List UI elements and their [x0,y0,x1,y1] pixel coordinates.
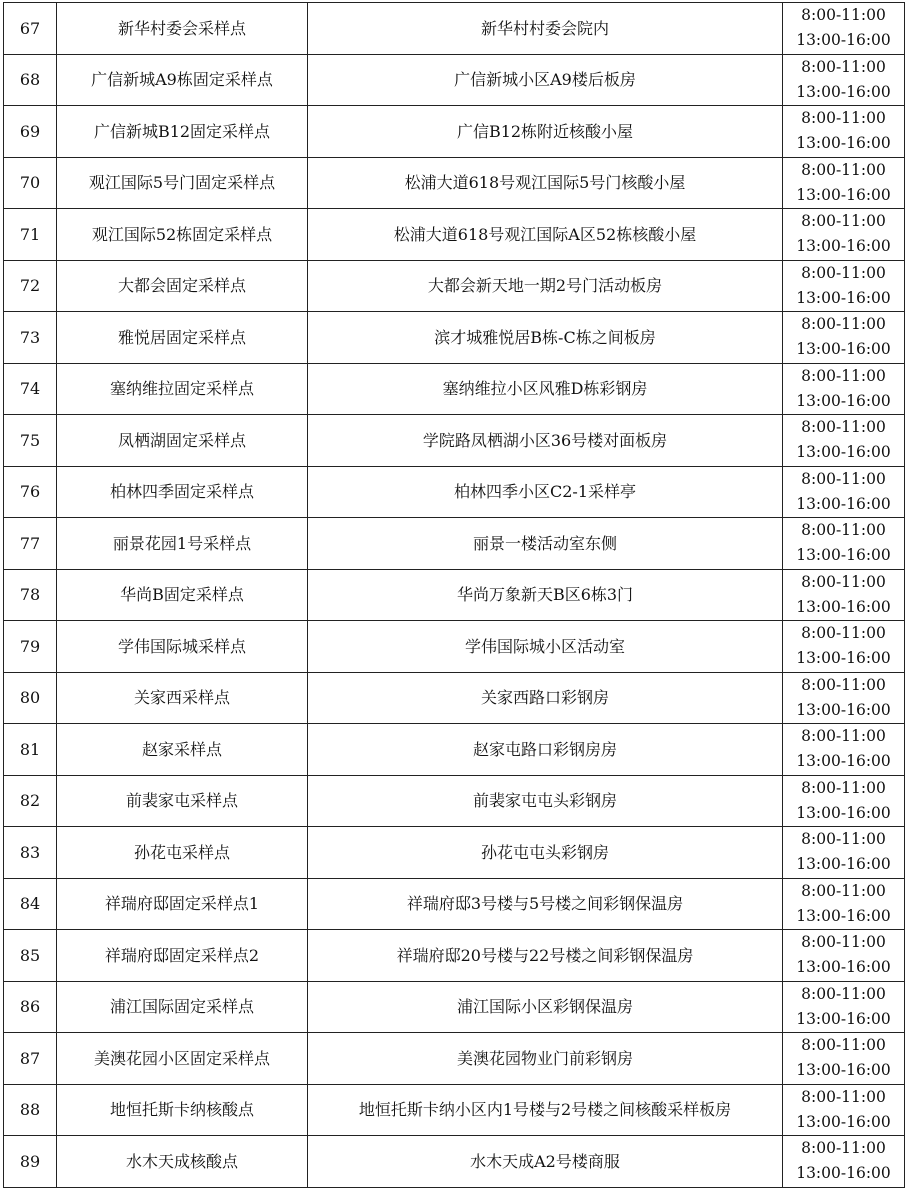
service-hours [783,569,905,621]
table-row [4,54,905,106]
morning-hours: 8:00-11:00 [801,1139,886,1158]
afternoon-hours: 13:00-16:00 [796,906,891,925]
site-name: 关家西采样点 [57,672,308,724]
morning-hours: 8:00-11:00 [801,521,886,540]
row-number: 88 [4,1084,57,1136]
morning-hours: 8:00-11:00 [801,160,886,179]
table-row [4,569,905,621]
row-number: 73 [4,312,57,364]
morning-hours: 8:00-11:00 [801,263,886,282]
service-hours [783,878,905,930]
site-name: 新华村委会采样点 [57,3,308,55]
sampling-points-table [3,2,905,1188]
row-number: 70 [4,157,57,209]
afternoon-hours: 13:00-16:00 [796,700,891,719]
row-number: 85 [4,930,57,982]
site-address: 地恒托斯卡纳小区内1号楼与2号楼之间核酸采样板房 [308,1084,783,1136]
morning-hours: 8:00-11:00 [801,469,886,488]
afternoon-hours: 13:00-16:00 [796,1112,891,1131]
service-hours [783,312,905,364]
table-row [4,981,905,1033]
service-hours [783,363,905,415]
row-number: 74 [4,363,57,415]
site-name: 塞纳维拉固定采样点 [57,363,308,415]
site-name: 前裴家屯采样点 [57,775,308,827]
service-hours [783,1084,905,1136]
row-number: 71 [4,209,57,261]
morning-hours: 8:00-11:00 [801,624,886,643]
afternoon-hours: 13:00-16:00 [796,288,891,307]
afternoon-hours: 13:00-16:00 [796,185,891,204]
row-number: 67 [4,3,57,55]
site-name: 浦江国际固定采样点 [57,981,308,1033]
row-number: 89 [4,1136,57,1188]
afternoon-hours: 13:00-16:00 [796,855,891,874]
afternoon-hours: 13:00-16:00 [796,1061,891,1080]
service-hours [783,54,905,106]
morning-hours: 8:00-11:00 [801,933,886,952]
table-row [4,621,905,673]
service-hours [783,930,905,982]
afternoon-hours: 13:00-16:00 [796,134,891,153]
service-hours [783,106,905,158]
site-address: 关家西路口彩钢房 [308,672,783,724]
table-body [4,3,905,1188]
afternoon-hours: 13:00-16:00 [796,546,891,565]
table-row [4,930,905,982]
service-hours [783,1033,905,1085]
row-number: 68 [4,54,57,106]
site-name: 水木天成核酸点 [57,1136,308,1188]
site-address: 浦江国际小区彩钢保温房 [308,981,783,1033]
table-row [4,672,905,724]
table-row [4,466,905,518]
service-hours [783,827,905,879]
row-number: 69 [4,106,57,158]
site-name: 华尚B固定采样点 [57,569,308,621]
table-row [4,775,905,827]
site-address: 大都会新天地一期2号门活动板房 [308,260,783,312]
site-address: 学伟国际城小区活动室 [308,621,783,673]
morning-hours: 8:00-11:00 [801,212,886,231]
site-address: 学院路凤栖湖小区36号楼对面板房 [308,415,783,467]
site-name: 丽景花园1号采样点 [57,518,308,570]
site-name: 观江国际5号门固定采样点 [57,157,308,209]
site-address: 松浦大道618号观江国际5号门核酸小屋 [308,157,783,209]
site-name: 大都会固定采样点 [57,260,308,312]
service-hours [783,672,905,724]
site-address: 祥瑞府邸3号楼与5号楼之间彩钢保温房 [308,878,783,930]
morning-hours: 8:00-11:00 [801,315,886,334]
site-address: 赵家屯路口彩钢房房 [308,724,783,776]
table-row [4,724,905,776]
site-address: 美澳花园物业门前彩钢房 [308,1033,783,1085]
afternoon-hours: 13:00-16:00 [796,340,891,359]
site-address: 水木天成A2号楼商服 [308,1136,783,1188]
morning-hours: 8:00-11:00 [801,572,886,591]
table-row [4,1033,905,1085]
site-address: 祥瑞府邸20号楼与22号楼之间彩钢保温房 [308,930,783,982]
table-row [4,260,905,312]
site-name: 赵家采样点 [57,724,308,776]
table-row [4,363,905,415]
morning-hours: 8:00-11:00 [801,881,886,900]
table-row [4,518,905,570]
afternoon-hours: 13:00-16:00 [796,649,891,668]
site-name: 雅悦居固定采样点 [57,312,308,364]
morning-hours: 8:00-11:00 [801,57,886,76]
site-name: 广信新城B12固定采样点 [57,106,308,158]
morning-hours: 8:00-11:00 [801,366,886,385]
row-number: 82 [4,775,57,827]
table-row [4,3,905,55]
morning-hours: 8:00-11:00 [801,675,886,694]
site-name: 学伟国际城采样点 [57,621,308,673]
morning-hours: 8:00-11:00 [801,727,886,746]
morning-hours: 8:00-11:00 [801,109,886,128]
site-name: 地恒托斯卡纳核酸点 [57,1084,308,1136]
afternoon-hours: 13:00-16:00 [796,31,891,50]
service-hours [783,724,905,776]
service-hours [783,415,905,467]
site-name: 孙花屯采样点 [57,827,308,879]
row-number: 78 [4,569,57,621]
row-number: 72 [4,260,57,312]
site-address: 广信新城小区A9楼后板房 [308,54,783,106]
site-name: 祥瑞府邸固定采样点1 [57,878,308,930]
afternoon-hours: 13:00-16:00 [796,803,891,822]
service-hours [783,260,905,312]
row-number: 81 [4,724,57,776]
afternoon-hours: 13:00-16:00 [796,82,891,101]
service-hours [783,3,905,55]
service-hours [783,466,905,518]
afternoon-hours: 13:00-16:00 [796,1009,891,1028]
table-row [4,878,905,930]
service-hours [783,981,905,1033]
site-name: 美澳花园小区固定采样点 [57,1033,308,1085]
site-address: 广信B12栋附近核酸小屋 [308,106,783,158]
row-number: 80 [4,672,57,724]
row-number: 84 [4,878,57,930]
site-address: 华尚万象新天B区6栋3门 [308,569,783,621]
morning-hours: 8:00-11:00 [801,1036,886,1055]
site-name: 广信新城A9栋固定采样点 [57,54,308,106]
site-address: 塞纳维拉小区风雅D栋彩钢房 [308,363,783,415]
site-name: 柏林四季固定采样点 [57,466,308,518]
row-number: 86 [4,981,57,1033]
table-row [4,157,905,209]
row-number: 87 [4,1033,57,1085]
site-name: 祥瑞府邸固定采样点2 [57,930,308,982]
site-address: 丽景一楼活动室东侧 [308,518,783,570]
morning-hours: 8:00-11:00 [801,984,886,1003]
row-number: 76 [4,466,57,518]
site-address: 滨才城雅悦居B栋-C栋之间板房 [308,312,783,364]
afternoon-hours: 13:00-16:00 [796,958,891,977]
site-address: 新华村村委会院内 [308,3,783,55]
row-number: 77 [4,518,57,570]
morning-hours: 8:00-11:00 [801,778,886,797]
service-hours [783,621,905,673]
morning-hours: 8:00-11:00 [801,830,886,849]
service-hours [783,775,905,827]
site-address: 前裴家屯屯头彩钢房 [308,775,783,827]
site-name: 观江国际52栋固定采样点 [57,209,308,261]
row-number: 83 [4,827,57,879]
table-row [4,106,905,158]
site-address: 孙花屯屯头彩钢房 [308,827,783,879]
afternoon-hours: 13:00-16:00 [796,391,891,410]
site-address: 松浦大道618号观江国际A区52栋核酸小屋 [308,209,783,261]
service-hours [783,209,905,261]
table-row [4,312,905,364]
table-row [4,1136,905,1188]
table-row [4,827,905,879]
morning-hours: 8:00-11:00 [801,1087,886,1106]
service-hours [783,1136,905,1188]
afternoon-hours: 13:00-16:00 [796,752,891,771]
row-number: 75 [4,415,57,467]
site-name: 凤栖湖固定采样点 [57,415,308,467]
afternoon-hours: 13:00-16:00 [796,443,891,462]
afternoon-hours: 13:00-16:00 [796,597,891,616]
table-row [4,1084,905,1136]
table-row [4,209,905,261]
afternoon-hours: 13:00-16:00 [796,1164,891,1183]
morning-hours: 8:00-11:00 [801,418,886,437]
service-hours [783,157,905,209]
row-number: 79 [4,621,57,673]
afternoon-hours: 13:00-16:00 [796,494,891,513]
table-row [4,415,905,467]
afternoon-hours: 13:00-16:00 [796,237,891,256]
morning-hours: 8:00-11:00 [801,6,886,25]
site-address: 柏林四季小区C2-1采样亭 [308,466,783,518]
service-hours [783,518,905,570]
